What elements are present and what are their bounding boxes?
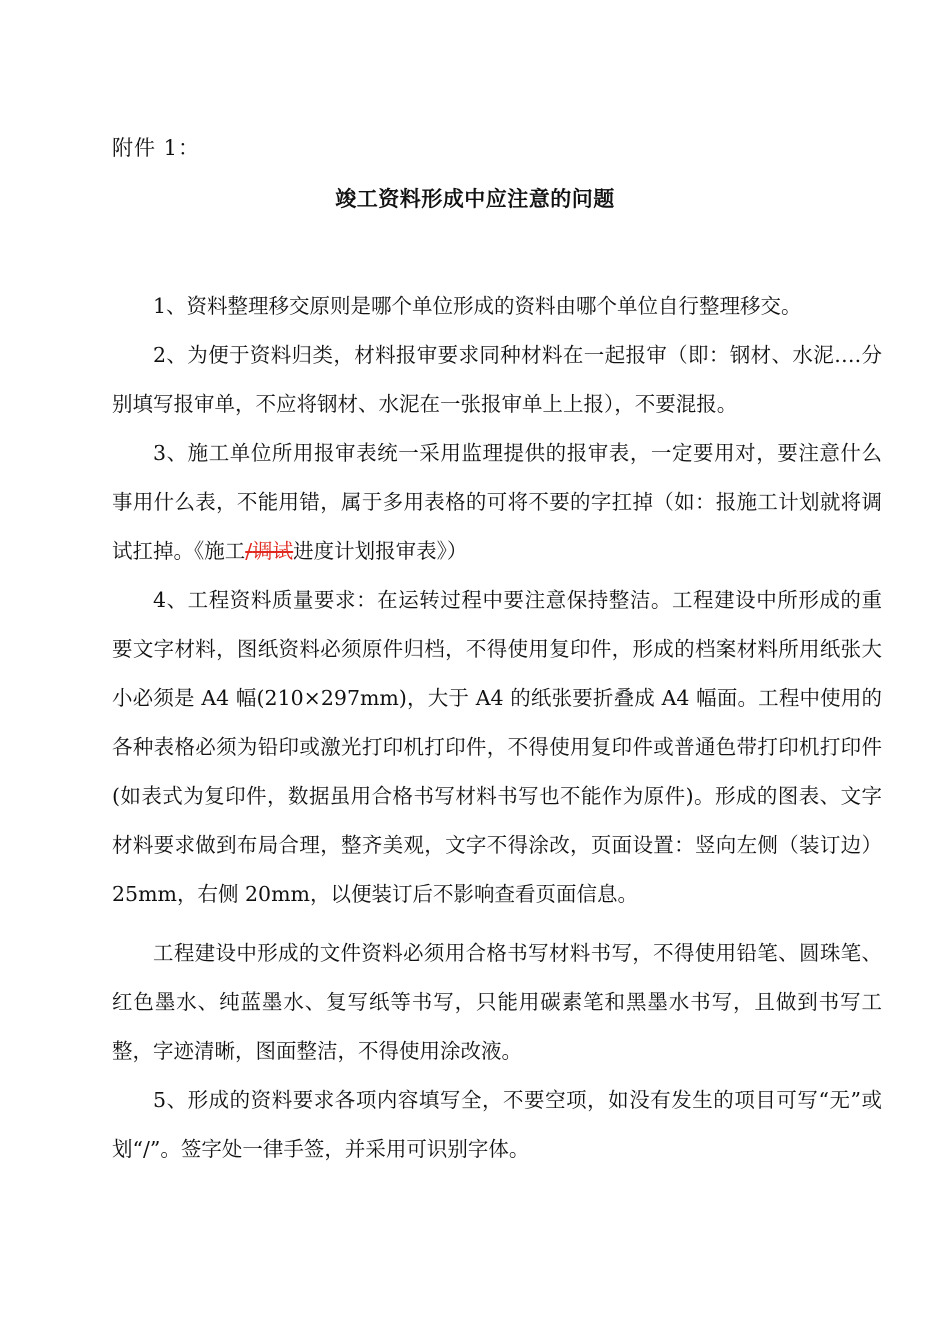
- paragraph-item-5: 5、形成的资料要求各项内容填写全，不要空项，如没有发生的项目可写“无”或划“/”。签字处一律手签，并采用可识别字体。: [112, 1088, 882, 1161]
- paragraph-item-3-text: 3、施工单位所用报审表统一采用监理提供的报审表，一定要用对，要注意什么事用什么表，不能用错，属于多用表格的可将不要的字扛掉（如：报施工计划就将调试扛掉。《施工: [112, 441, 882, 563]
- paragraph-item-4: 4、工程资料质量要求：在运转过程中要注意保持整洁。工程建设中所形成的重要文字材料，图纸资料必须原件归档，不得使用复印件，形成的档案材料所用纸张大小必须是 A4 幅(210×297mm)，大于 A4 的纸张要折叠成 A4 幅面。工程中使用的各种表格必须为铅印或激光打印机打印件，不得使用复印件或普通色带打印机打印件(如表式为复印件，数据虽用合格书写材料书写也不能作为原件)。形成的图表、文字材料要求做到布局合理，整齐美观，文字不得涂改，页面设置：竖向左侧（装订边）25mm，右侧 20mm，以便装订后不影响查看页面信息。: [112, 588, 882, 906]
- document-title: 竣工资料形成中应注意的问题: [335, 187, 615, 211]
- paragraph-item-1: 1、资料整理移交原则是哪个单位形成的资料由哪个单位自行整理移交。: [153, 294, 802, 318]
- attachment-label: 附件 1：: [112, 136, 201, 160]
- struck-text-tiaoshi: 调试: [252, 539, 294, 563]
- paragraph-item-3-tail: 进度计划报审表》）: [293, 539, 468, 563]
- paragraph-item-2: 2、为便于资料归类，材料报审要求同种材料在一起报审（即：钢材、水泥….分别填写报审单，不应将钢材、水泥在一张报审单上上报），不要混报。: [112, 343, 882, 416]
- paragraph-writing-materials: 工程建设中形成的文件资料必须用合格书写材料书写，不得使用铅笔、圆珠笔、红色墨水、纯蓝墨水、复写纸等书写，只能用碳素笔和黑墨水书写，且做到书写工整，字迹清晰，图面整洁，不得使用涂改液。: [112, 941, 882, 1063]
- struck-slash: /: [245, 539, 253, 563]
- paragraph-item-3: [112, 429, 882, 576]
- document-body: [112, 282, 882, 1174]
